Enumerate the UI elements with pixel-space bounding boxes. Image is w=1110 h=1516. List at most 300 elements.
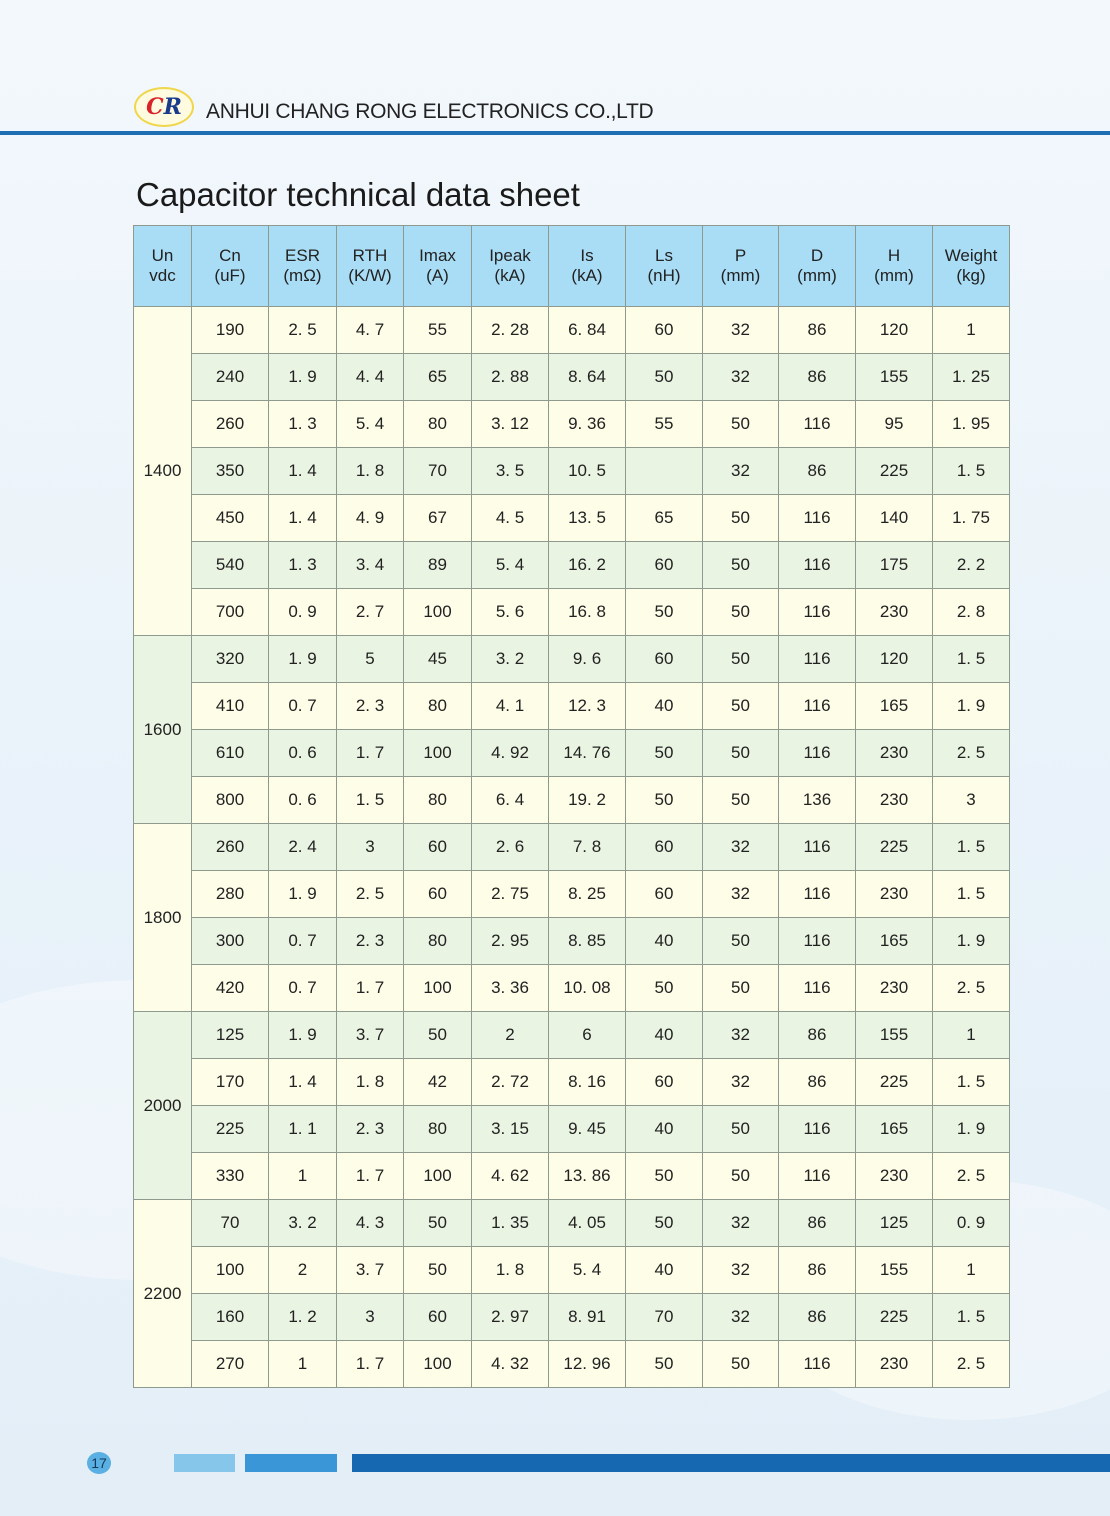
table-cell: 86	[779, 1059, 856, 1106]
table-cell: 13. 86	[549, 1153, 626, 1200]
table-cell	[626, 448, 703, 495]
table-cell: 12. 96	[549, 1341, 626, 1388]
table-cell: 1. 35	[472, 1200, 549, 1247]
table-cell: 190	[192, 307, 269, 354]
table-cell: 225	[856, 448, 933, 495]
table-cell: 4. 92	[472, 730, 549, 777]
table-cell: 1	[269, 1341, 337, 1388]
table-cell: 86	[779, 1247, 856, 1294]
table-cell: 60	[626, 1059, 703, 1106]
table-cell: 40	[626, 918, 703, 965]
table-cell: 4. 4	[337, 354, 404, 401]
table-cell: 2. 95	[472, 918, 549, 965]
table-cell: 3. 12	[472, 401, 549, 448]
table-cell: 40	[626, 1012, 703, 1059]
column-header-name: ESR	[285, 246, 320, 265]
table-row	[134, 683, 1010, 730]
table-row	[134, 1341, 1010, 1388]
table-cell: 50	[626, 730, 703, 777]
table-cell: 7. 8	[549, 824, 626, 871]
column-header-unit: vdc	[149, 266, 176, 285]
table-cell: 120	[856, 307, 933, 354]
table-cell: 540	[192, 542, 269, 589]
table-cell: 1. 5	[933, 824, 1010, 871]
table-cell: 50	[626, 354, 703, 401]
table-cell: 19. 2	[549, 777, 626, 824]
column-header-name: Imax	[419, 246, 456, 265]
table-cell: 1	[933, 1012, 1010, 1059]
table-cell: 2. 75	[472, 871, 549, 918]
table-cell: 10. 08	[549, 965, 626, 1012]
table-row	[134, 777, 1010, 824]
column-header	[269, 226, 337, 307]
table-cell: 100	[192, 1247, 269, 1294]
table-cell: 12. 3	[549, 683, 626, 730]
table-cell: 270	[192, 1341, 269, 1388]
table-cell: 125	[856, 1200, 933, 1247]
column-header	[703, 226, 779, 307]
table-cell: 45	[404, 636, 472, 683]
column-header	[549, 226, 626, 307]
table-cell: 50	[626, 1200, 703, 1247]
table-cell: 32	[703, 1059, 779, 1106]
table-cell: 8. 91	[549, 1294, 626, 1341]
table-cell: 1. 8	[337, 1059, 404, 1106]
column-header-name: D	[810, 246, 824, 265]
table-cell: 1. 25	[933, 354, 1010, 401]
table-cell: 86	[779, 448, 856, 495]
table-cell: 32	[703, 871, 779, 918]
table-cell: 320	[192, 636, 269, 683]
table-row	[134, 1106, 1010, 1153]
table-cell: 4. 7	[337, 307, 404, 354]
table-cell: 225	[856, 824, 933, 871]
table-cell: 3. 2	[472, 636, 549, 683]
table-row	[134, 1153, 1010, 1200]
table-cell: 1. 9	[933, 683, 1010, 730]
table-cell: 2. 5	[337, 871, 404, 918]
table-cell: 70	[192, 1200, 269, 1247]
table-cell: 1. 2	[269, 1294, 337, 1341]
table-cell: 116	[779, 965, 856, 1012]
table-cell: 2. 7	[337, 589, 404, 636]
table-cell: 116	[779, 542, 856, 589]
table-cell: 116	[779, 683, 856, 730]
table-cell: 155	[856, 354, 933, 401]
table-row	[134, 354, 1010, 401]
table-cell: 116	[779, 589, 856, 636]
table-cell: 55	[626, 401, 703, 448]
page-header	[0, 82, 1110, 138]
table-cell: 2. 28	[472, 307, 549, 354]
table-cell: 410	[192, 683, 269, 730]
table-row	[134, 307, 1010, 354]
table-cell: 50	[703, 1106, 779, 1153]
column-header	[337, 226, 404, 307]
column-header-name: Un	[151, 246, 174, 265]
table-cell: 1. 7	[337, 730, 404, 777]
table-cell: 0. 7	[269, 965, 337, 1012]
table-cell: 86	[779, 1294, 856, 1341]
table-cell: 50	[703, 401, 779, 448]
table-cell: 80	[404, 683, 472, 730]
table-cell: 230	[856, 589, 933, 636]
column-header-unit: (nH)	[647, 266, 681, 285]
column-header-name: Ipeak	[489, 246, 531, 265]
table-cell: 230	[856, 730, 933, 777]
table-cell: 67	[404, 495, 472, 542]
table-cell: 240	[192, 354, 269, 401]
table-cell: 2. 5	[933, 965, 1010, 1012]
table-cell: 3	[337, 1294, 404, 1341]
column-header-unit: (kA)	[571, 266, 603, 285]
voltage-group-cell: 2200	[134, 1200, 192, 1388]
table-cell: 116	[779, 495, 856, 542]
table-cell: 80	[404, 401, 472, 448]
table-cell: 65	[404, 354, 472, 401]
table-cell: 116	[779, 824, 856, 871]
table-cell: 1. 9	[269, 354, 337, 401]
table-cell: 6	[549, 1012, 626, 1059]
table-cell: 16. 2	[549, 542, 626, 589]
table-row	[134, 965, 1010, 1012]
table-cell: 1. 9	[269, 636, 337, 683]
table-cell: 165	[856, 918, 933, 965]
table-row	[134, 542, 1010, 589]
table-cell: 50	[703, 965, 779, 1012]
column-header	[933, 226, 1010, 307]
table-cell: 100	[404, 589, 472, 636]
column-header-unit: (mΩ)	[283, 266, 322, 285]
table-cell: 1. 5	[933, 871, 1010, 918]
table-cell: 50	[703, 918, 779, 965]
table-cell: 16. 8	[549, 589, 626, 636]
table-cell: 9. 45	[549, 1106, 626, 1153]
table-cell: 1. 5	[337, 777, 404, 824]
table-cell: 260	[192, 401, 269, 448]
table-cell: 100	[404, 965, 472, 1012]
page-title: Capacitor technical data sheet	[136, 176, 580, 213]
table-cell: 8. 25	[549, 871, 626, 918]
table-cell: 165	[856, 1106, 933, 1153]
table-cell: 116	[779, 871, 856, 918]
company-logo	[134, 87, 194, 127]
table-cell: 2. 8	[933, 589, 1010, 636]
table-cell: 2. 2	[933, 542, 1010, 589]
table-cell: 86	[779, 1012, 856, 1059]
column-header	[626, 226, 703, 307]
table-cell: 3	[337, 824, 404, 871]
table-cell: 3. 7	[337, 1247, 404, 1294]
table-row	[134, 401, 1010, 448]
table-cell: 125	[192, 1012, 269, 1059]
table-cell: 1. 7	[337, 1153, 404, 1200]
table-cell: 10. 5	[549, 448, 626, 495]
table-cell: 9. 6	[549, 636, 626, 683]
table-cell: 50	[703, 1341, 779, 1388]
column-header	[856, 226, 933, 307]
table-row	[134, 1012, 1010, 1059]
table-cell: 0. 9	[933, 1200, 1010, 1247]
table-cell: 50	[703, 542, 779, 589]
table-cell: 800	[192, 777, 269, 824]
table-row	[134, 1294, 1010, 1341]
table-cell: 8. 16	[549, 1059, 626, 1106]
table-row	[134, 824, 1010, 871]
table-cell: 50	[626, 589, 703, 636]
table-cell: 50	[703, 636, 779, 683]
table-cell: 40	[626, 1247, 703, 1294]
table-cell: 2. 3	[337, 1106, 404, 1153]
table-cell: 116	[779, 1106, 856, 1153]
table-cell: 32	[703, 824, 779, 871]
table-cell: 170	[192, 1059, 269, 1106]
table-cell: 6. 84	[549, 307, 626, 354]
table-cell: 2. 3	[337, 683, 404, 730]
table-cell: 60	[404, 871, 472, 918]
table-cell: 50	[703, 777, 779, 824]
logo-letter-c: C	[146, 94, 164, 120]
table-cell: 5. 4	[549, 1247, 626, 1294]
table-cell: 3. 15	[472, 1106, 549, 1153]
table-body	[134, 307, 1010, 1388]
table-cell: 2. 88	[472, 354, 549, 401]
table-cell: 3. 36	[472, 965, 549, 1012]
table-cell: 86	[779, 1200, 856, 1247]
table-cell: 3. 7	[337, 1012, 404, 1059]
table-cell: 116	[779, 401, 856, 448]
table-cell: 230	[856, 871, 933, 918]
table-cell: 60	[626, 824, 703, 871]
table-cell: 1	[933, 307, 1010, 354]
table-cell: 50	[626, 965, 703, 1012]
table-cell: 3. 4	[337, 542, 404, 589]
table-cell: 2. 97	[472, 1294, 549, 1341]
table-cell: 65	[626, 495, 703, 542]
table-cell: 50	[626, 1341, 703, 1388]
table-row	[134, 495, 1010, 542]
table-row	[134, 448, 1010, 495]
table-cell: 136	[779, 777, 856, 824]
table-cell: 610	[192, 730, 269, 777]
column-header-unit: (kg)	[956, 266, 986, 285]
column-header-unit: (kA)	[494, 266, 526, 285]
table-cell: 50	[404, 1200, 472, 1247]
table-cell: 120	[856, 636, 933, 683]
table-cell: 55	[404, 307, 472, 354]
table-header-row	[134, 226, 1010, 307]
table-cell: 50	[404, 1247, 472, 1294]
table-cell: 3	[933, 777, 1010, 824]
table-cell: 4. 32	[472, 1341, 549, 1388]
table-cell: 2	[269, 1247, 337, 1294]
table-cell: 50	[703, 1153, 779, 1200]
header-divider	[0, 131, 1110, 135]
table-cell: 100	[404, 730, 472, 777]
table-cell: 100	[404, 1153, 472, 1200]
logo-letter-r: R	[163, 94, 182, 120]
table-cell: 0. 7	[269, 683, 337, 730]
table-cell: 1. 9	[933, 918, 1010, 965]
voltage-group-cell: 1800	[134, 824, 192, 1012]
table-cell: 1. 5	[933, 1294, 1010, 1341]
table-cell: 1. 4	[269, 448, 337, 495]
page-number: 17	[87, 1452, 111, 1474]
table-cell: 2. 72	[472, 1059, 549, 1106]
table-row	[134, 871, 1010, 918]
table-cell: 5. 4	[472, 542, 549, 589]
table-cell: 280	[192, 871, 269, 918]
table-cell: 3. 2	[269, 1200, 337, 1247]
table-cell: 1. 4	[269, 495, 337, 542]
table-cell: 60	[626, 871, 703, 918]
table-cell: 700	[192, 589, 269, 636]
table-cell: 260	[192, 824, 269, 871]
table-row	[134, 636, 1010, 683]
table-row	[134, 589, 1010, 636]
table-cell: 70	[404, 448, 472, 495]
table-cell: 50	[703, 730, 779, 777]
table-cell: 230	[856, 1341, 933, 1388]
table-cell: 0. 7	[269, 918, 337, 965]
table-cell: 32	[703, 448, 779, 495]
table-cell: 95	[856, 401, 933, 448]
column-header-name: H	[887, 246, 901, 265]
column-header-unit: (mm)	[797, 266, 837, 285]
table-cell: 1. 5	[933, 1059, 1010, 1106]
table-cell: 225	[856, 1294, 933, 1341]
table-cell: 155	[856, 1247, 933, 1294]
table-cell: 1. 3	[269, 542, 337, 589]
table-cell: 1. 5	[933, 448, 1010, 495]
table-cell: 1	[933, 1247, 1010, 1294]
table-cell: 1. 9	[933, 1106, 1010, 1153]
table-cell: 8. 85	[549, 918, 626, 965]
table-cell: 116	[779, 730, 856, 777]
table-cell: 1. 5	[933, 636, 1010, 683]
table-cell: 1. 9	[269, 871, 337, 918]
column-header-name: Ls	[655, 246, 673, 265]
table-cell: 230	[856, 1153, 933, 1200]
table-cell: 225	[192, 1106, 269, 1153]
table-cell: 13. 5	[549, 495, 626, 542]
table-cell: 50	[703, 589, 779, 636]
table-cell: 175	[856, 542, 933, 589]
table-cell: 40	[626, 683, 703, 730]
voltage-group-cell: 2000	[134, 1012, 192, 1200]
table-cell: 4. 1	[472, 683, 549, 730]
table-cell: 5. 4	[337, 401, 404, 448]
table-row	[134, 1247, 1010, 1294]
table-cell: 14. 76	[549, 730, 626, 777]
column-header-unit: (mm)	[874, 266, 914, 285]
column-header	[472, 226, 549, 307]
footer-bar	[352, 1454, 1110, 1472]
column-header-unit: (K/W)	[348, 266, 392, 285]
table-cell: 4. 62	[472, 1153, 549, 1200]
column-header	[134, 226, 192, 307]
table-cell: 60	[626, 307, 703, 354]
table-cell: 1. 4	[269, 1059, 337, 1106]
table-cell: 89	[404, 542, 472, 589]
capacitor-data-table	[133, 225, 1010, 1388]
table-cell: 32	[703, 1294, 779, 1341]
table-cell: 3. 5	[472, 448, 549, 495]
table-cell: 100	[404, 1341, 472, 1388]
table-cell: 32	[703, 354, 779, 401]
table-cell: 9. 36	[549, 401, 626, 448]
table-cell: 2. 3	[337, 918, 404, 965]
table-cell: 2. 5	[933, 1341, 1010, 1388]
table-cell: 420	[192, 965, 269, 1012]
table-cell: 5	[337, 636, 404, 683]
company-name: ANHUI CHANG RONG ELECTRONICS CO.,LTD	[206, 100, 654, 123]
table-cell: 1	[269, 1153, 337, 1200]
table-cell: 86	[779, 307, 856, 354]
table-cell: 116	[779, 1153, 856, 1200]
table-cell: 1. 7	[337, 1341, 404, 1388]
table-cell: 2. 4	[269, 824, 337, 871]
table-cell: 1. 3	[269, 401, 337, 448]
table-cell: 1. 7	[337, 965, 404, 1012]
column-header-unit: (uF)	[214, 266, 246, 285]
table-cell: 2. 5	[933, 1153, 1010, 1200]
table-cell: 32	[703, 1012, 779, 1059]
footer-bar	[245, 1454, 337, 1472]
table-cell: 80	[404, 777, 472, 824]
table-cell: 5. 6	[472, 589, 549, 636]
column-header-name: Cn	[219, 246, 241, 265]
table-cell: 350	[192, 448, 269, 495]
table-cell: 0. 9	[269, 589, 337, 636]
table-cell: 60	[404, 824, 472, 871]
column-header	[404, 226, 472, 307]
table-cell: 0. 6	[269, 777, 337, 824]
table-row	[134, 918, 1010, 965]
table-cell: 1. 8	[472, 1247, 549, 1294]
table-row	[134, 730, 1010, 777]
table-cell: 2. 5	[269, 307, 337, 354]
table-cell: 2	[472, 1012, 549, 1059]
voltage-group-cell: 1600	[134, 636, 192, 824]
column-header	[779, 226, 856, 307]
column-header-unit: (A)	[426, 266, 449, 285]
column-header-name: RTH	[352, 246, 388, 265]
table-cell: 230	[856, 965, 933, 1012]
table-cell: 32	[703, 1247, 779, 1294]
table-cell: 330	[192, 1153, 269, 1200]
table-cell: 50	[626, 777, 703, 824]
table-row	[134, 1200, 1010, 1247]
table-cell: 70	[626, 1294, 703, 1341]
table-cell: 4. 9	[337, 495, 404, 542]
table-cell: 50	[703, 683, 779, 730]
table-cell: 116	[779, 636, 856, 683]
table-cell: 116	[779, 918, 856, 965]
table-cell: 4. 5	[472, 495, 549, 542]
column-header	[192, 226, 269, 307]
table-cell: 116	[779, 1341, 856, 1388]
table-cell: 1. 95	[933, 401, 1010, 448]
table-cell: 140	[856, 495, 933, 542]
table-cell: 4. 05	[549, 1200, 626, 1247]
footer-bar	[174, 1454, 235, 1472]
table-cell: 2. 5	[933, 730, 1010, 777]
table-cell: 80	[404, 918, 472, 965]
table-cell: 4. 3	[337, 1200, 404, 1247]
table-cell: 1. 9	[269, 1012, 337, 1059]
table-cell: 40	[626, 1106, 703, 1153]
